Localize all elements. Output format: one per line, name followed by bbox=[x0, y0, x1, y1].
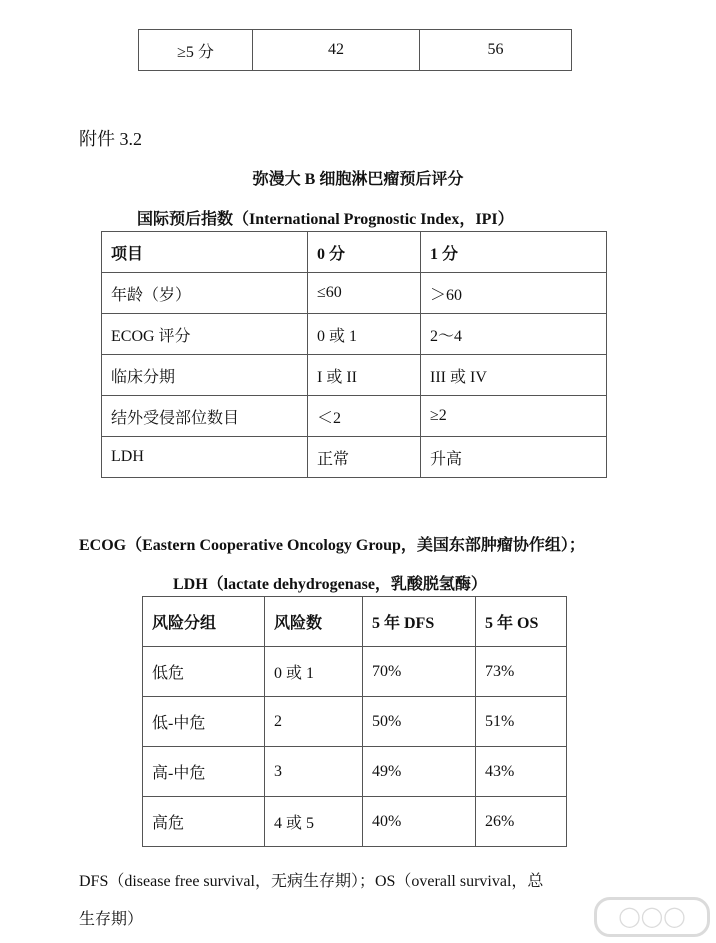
table-cell: 年龄（岁） bbox=[102, 273, 308, 314]
table-cell: 40% bbox=[363, 797, 476, 847]
table-header-row bbox=[143, 597, 567, 647]
column-header: 项目 bbox=[102, 232, 308, 273]
ecog-note: ECOG（Eastern Cooperative Oncology Group，美国东部肿瘤协作组）； bbox=[79, 537, 585, 554]
table-row bbox=[102, 273, 607, 314]
table-cell: 高危 bbox=[143, 797, 265, 847]
table-cell: LDH bbox=[102, 437, 308, 478]
table-row bbox=[102, 355, 607, 396]
table-cell: 2 bbox=[265, 697, 363, 747]
table-cell: 0 或 1 bbox=[265, 647, 363, 697]
table-row bbox=[102, 314, 607, 355]
table-row bbox=[143, 797, 567, 847]
table-cell: ≥2 bbox=[421, 396, 607, 437]
table-cell: 高-中危 bbox=[143, 747, 265, 797]
table-cell: 42 bbox=[253, 30, 420, 71]
table-cell: 4 或 5 bbox=[265, 797, 363, 847]
table-cell: 低-中危 bbox=[143, 697, 265, 747]
table-cell: ECOG 评分 bbox=[102, 314, 308, 355]
table-cell: 低危 bbox=[143, 647, 265, 697]
watermark-logo: ◯◯◯ bbox=[594, 897, 710, 937]
document-title: 弥漫大 B 细胞淋巴瘤预后评分 bbox=[252, 171, 464, 188]
table-row bbox=[143, 747, 567, 797]
table-cell: 43% bbox=[476, 747, 567, 797]
column-header: 风险分组 bbox=[143, 597, 265, 647]
table-row bbox=[143, 697, 567, 747]
table-cell: 正常 bbox=[308, 437, 421, 478]
risk-group-table bbox=[142, 596, 567, 847]
score-distribution-table bbox=[138, 29, 572, 71]
table-cell: 0 或 1 bbox=[308, 314, 421, 355]
table-cell: 70% bbox=[363, 647, 476, 697]
column-header: 5 年 OS bbox=[476, 597, 567, 647]
column-header: 5 年 DFS bbox=[363, 597, 476, 647]
table-cell: 26% bbox=[476, 797, 567, 847]
table-cell: ＜2 bbox=[308, 396, 421, 437]
table-cell: 升高 bbox=[421, 437, 607, 478]
table-cell: 结外受侵部位数目 bbox=[102, 396, 308, 437]
table-row bbox=[139, 30, 572, 71]
ldh-note: LDH（lactate dehydrogenase，乳酸脱氢酶） bbox=[173, 576, 487, 593]
table-cell: ＞60 bbox=[421, 273, 607, 314]
table-cell: ≥5 分 bbox=[139, 30, 253, 71]
column-header: 0 分 bbox=[308, 232, 421, 273]
table-cell: 51% bbox=[476, 697, 567, 747]
table-row bbox=[143, 647, 567, 697]
column-header: 1 分 bbox=[421, 232, 607, 273]
table-cell: 3 bbox=[265, 747, 363, 797]
attachment-label: 附件 3.2 bbox=[79, 129, 142, 149]
table-cell: 50% bbox=[363, 697, 476, 747]
table-row bbox=[102, 396, 607, 437]
table-cell: 49% bbox=[363, 747, 476, 797]
table-cell: 56 bbox=[420, 30, 572, 71]
ipi-table bbox=[101, 231, 607, 478]
table-cell: III 或 IV bbox=[421, 355, 607, 396]
table-header-row bbox=[102, 232, 607, 273]
table-cell: I 或 II bbox=[308, 355, 421, 396]
ipi-table-title: 国际预后指数（International Prognostic Index，IPI） bbox=[137, 211, 514, 228]
table-row bbox=[102, 437, 607, 478]
column-header: 风险数 bbox=[265, 597, 363, 647]
table-cell: ≤60 bbox=[308, 273, 421, 314]
table-cell: 73% bbox=[476, 647, 567, 697]
table-cell: 临床分期 bbox=[102, 355, 308, 396]
footnote-line-1: DFS（disease free survival，无病生存期）；OS（overall survival，总 bbox=[79, 873, 544, 890]
footnote-line-2: 生存期） bbox=[79, 911, 144, 928]
table-cell: 2～4 bbox=[421, 314, 607, 355]
